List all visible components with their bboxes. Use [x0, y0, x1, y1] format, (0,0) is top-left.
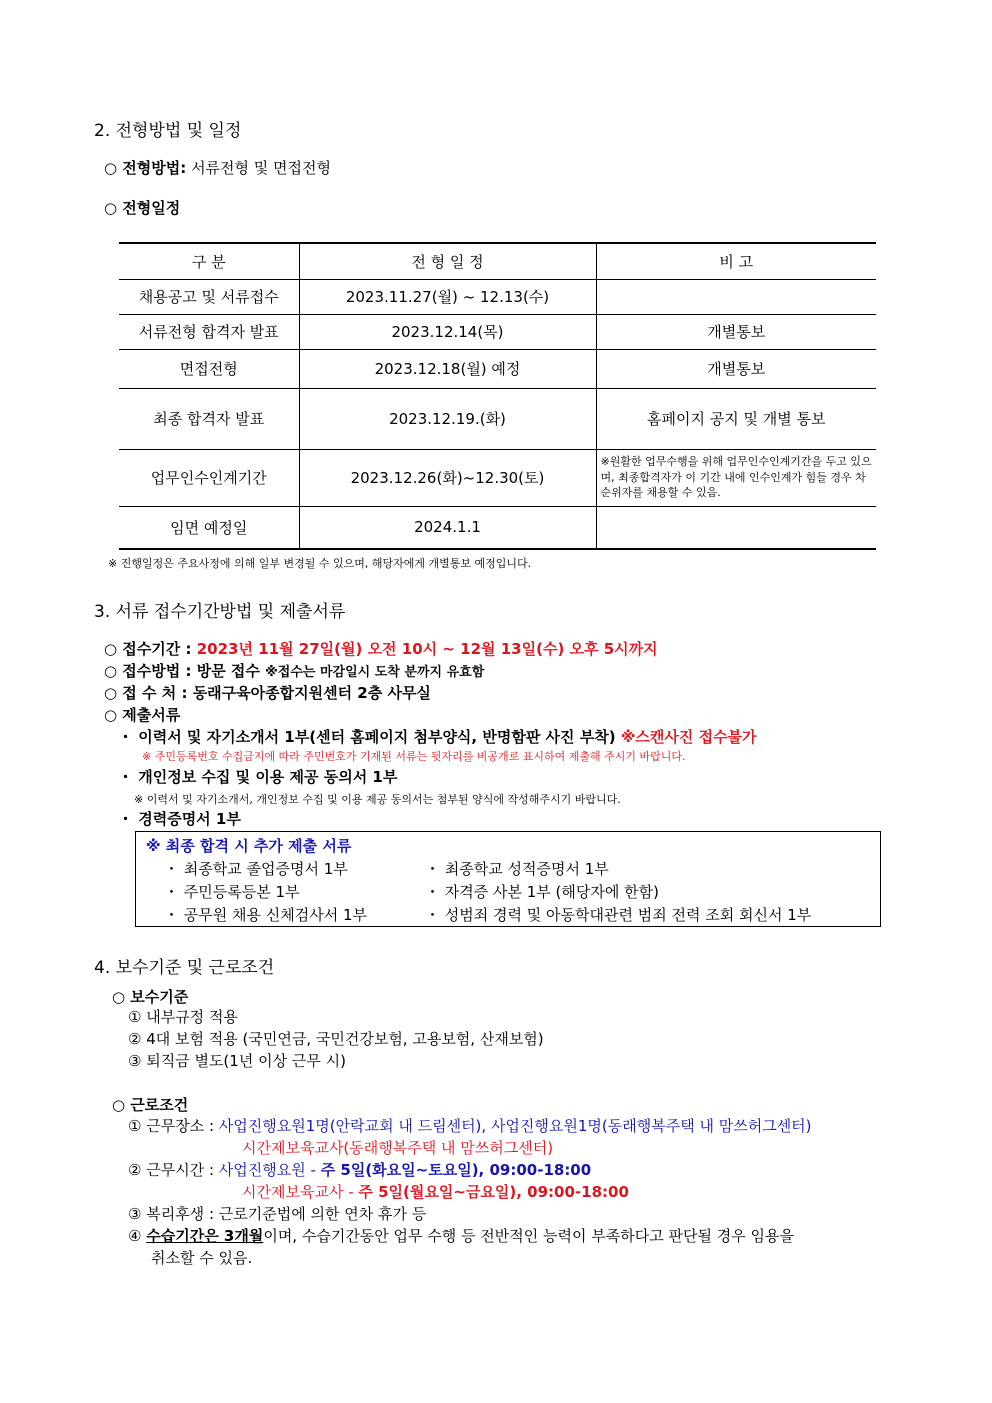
work-time-label: ② 근무시간 : [128, 1161, 214, 1179]
additional-docs-box [135, 831, 881, 927]
table-row [119, 388, 876, 449]
receipt-period-label: ○ 접수기간 : [104, 640, 192, 658]
schedule-label: ○ 전형일정 [104, 199, 181, 217]
table-cell [596, 506, 876, 549]
work-time-value-2: 주 5일(월요일~금요일), 09:00-18:00 [358, 1183, 629, 1201]
table-cell: 개별통보 [596, 314, 876, 349]
table-header-row [119, 243, 876, 279]
probation-number: ④ [128, 1227, 142, 1245]
work-place [128, 1115, 812, 1136]
table-row [119, 506, 876, 549]
receipt-period [104, 638, 658, 659]
table-header: 구 분 [119, 243, 299, 279]
doc-resume-warning: ※스캔사진 접수불가 [620, 728, 757, 746]
work-time-role-1: 사업진행요원 - [218, 1161, 316, 1179]
list-item: ・ 성범죄 경력 및 아동학대관련 범죄 전력 조회 회신서 1부 [425, 906, 812, 924]
documents-label: ○ 제출서류 [104, 706, 181, 724]
receipt-method-value: 방문 접수 [196, 662, 260, 680]
additional-docs-title: ※ 최종 합격 시 추가 제출 서류 [146, 837, 352, 855]
section2-title: 2. 전형방법 및 일정 [94, 121, 242, 141]
table-header: 비 고 [596, 243, 876, 279]
table-cell: 2023.12.26(화)~12.30(토) [299, 449, 596, 506]
table-row [119, 449, 876, 506]
doc-resume [118, 726, 757, 747]
table-cell: 채용공고 및 서류접수 [119, 279, 299, 314]
table-cell: 2024.1.1 [299, 506, 596, 549]
list-item: ・ 주민등록등본 1부 [164, 883, 300, 901]
table-cell: 개별통보 [596, 349, 876, 388]
table-header: 전 형 일 정 [299, 243, 596, 279]
table-cell: 홈페이지 공지 및 개별 통보 [596, 388, 876, 449]
table-cell-note: ※원활한 업무수행을 위해 업무인수인계기간을 두고 있으며, 최종합격자가 이 기간 내에 인수인계가 힘들 경우 차순위자를 채용할 수 있음. [596, 449, 876, 506]
pay-item: ③ 퇴직금 별도(1년 이상 근무 시) [128, 1052, 346, 1070]
doc-resume-note: ※ 주민등록번호 수집금지에 따라 주민번호가 기재된 서류는 뒷자리를 비공개로 표시하여 제출해 주시기 바랍니다. [142, 750, 686, 763]
pay-item: ① 내부규정 적용 [128, 1008, 238, 1026]
receipt-place-value: 동래구육아종합지원센터 2층 사무실 [192, 684, 431, 702]
schedule-table [119, 242, 876, 550]
table-cell: 업무인수인계기간 [119, 449, 299, 506]
table-cell: 임면 예정일 [119, 506, 299, 549]
pay-label: ○ 보수기준 [112, 988, 189, 1006]
list-item: ・ 최종학교 졸업증명서 1부 [164, 860, 348, 878]
work-time-value-1: 주 5일(화요일~토요일), 09:00-18:00 [320, 1161, 592, 1179]
receipt-place-label: ○ 접 수 처 : [104, 684, 188, 702]
table-cell [596, 279, 876, 314]
probation [128, 1225, 794, 1246]
work-time-1 [128, 1159, 591, 1180]
selection-method-label: ○ 전형방법: [104, 159, 187, 177]
doc-resume-text: ・ 이력서 및 자기소개서 1부(센터 홈페이지 첨부양식, 반명함판 사진 부착) [118, 728, 616, 746]
table-cell: 2023.12.18(월) 예정 [299, 349, 596, 388]
table-cell: 서류전형 합격자 발표 [119, 314, 299, 349]
receipt-method-note: ※접수는 마감일시 도착 분까지 유효함 [265, 665, 485, 680]
probation-text: 이며, 수습기간동안 업무 수행 등 전반적인 능력이 부족하다고 판단될 경우 임용을 [263, 1227, 794, 1245]
list-item: ・ 공무원 채용 신체검사서 1부 [164, 906, 368, 924]
receipt-place [104, 682, 431, 703]
receipt-method-label: ○ 접수방법 : [104, 662, 192, 680]
probation-period: 수습기간은 3개월 [146, 1227, 264, 1245]
list-item: ・ 자격증 사본 1부 (해당자에 한함) [425, 883, 659, 901]
table-cell: 2023.12.19.(화) [299, 388, 596, 449]
work-time-2 [242, 1181, 629, 1202]
probation-line2: 취소할 수 있음. [151, 1249, 253, 1267]
work-time-role-2: 시간제보육교사 - [242, 1183, 354, 1201]
selection-method [104, 157, 331, 178]
schedule-footnote: ※ 진행일정은 주요사정에 의해 일부 변경될 수 있으며, 해당자에게 개별통보 예정입니다. [108, 557, 532, 570]
selection-method-value: 서류전형 및 면접전형 [191, 159, 332, 177]
receipt-period-value: 2023년 11월 27일(월) 오전 10시 ~ 12월 13일(수) 오후 5시까지 [196, 640, 658, 658]
table-cell: 최종 합격자 발표 [119, 388, 299, 449]
work-place-line1: 사업진행요원1명(안락교회 내 드림센터), 사업진행요원1명(동래행복주택 내 맘쓰허그센터) [218, 1117, 812, 1135]
work-place-line2: 시간제보육교사(동래행복주택 내 맘쓰허그센터) [242, 1139, 554, 1157]
work-label: ○ 근로조건 [112, 1096, 189, 1114]
list-item: ・ 최종학교 성적증명서 1부 [425, 860, 609, 878]
table-row [119, 279, 876, 314]
table-cell: 2023.12.14(목) [299, 314, 596, 349]
receipt-method [104, 660, 484, 681]
table-row [119, 349, 876, 388]
doc-career: ・ 경력증명서 1부 [118, 810, 241, 828]
section4-title: 4. 보수기준 및 근로조건 [94, 958, 275, 978]
doc-privacy-note: ※ 이력서 및 자기소개서, 개인정보 수집 및 이용 제공 동의서는 첨부된 양식에 작성해주시기 바랍니다. [134, 793, 621, 806]
table-cell: 면접전형 [119, 349, 299, 388]
table-cell: 2023.11.27(월) ~ 12.13(수) [299, 279, 596, 314]
welfare: ③ 복리후생 : 근로기준법에 의한 연차 휴가 등 [128, 1205, 427, 1223]
pay-item: ② 4대 보험 적용 (국민연금, 국민건강보험, 고용보험, 산재보험) [128, 1030, 544, 1048]
work-place-label: ① 근무장소 : [128, 1117, 214, 1135]
section3-title: 3. 서류 접수기간방법 및 제출서류 [94, 602, 346, 622]
table-row [119, 314, 876, 349]
doc-privacy: ・ 개인정보 수집 및 이용 제공 동의서 1부 [118, 768, 398, 786]
